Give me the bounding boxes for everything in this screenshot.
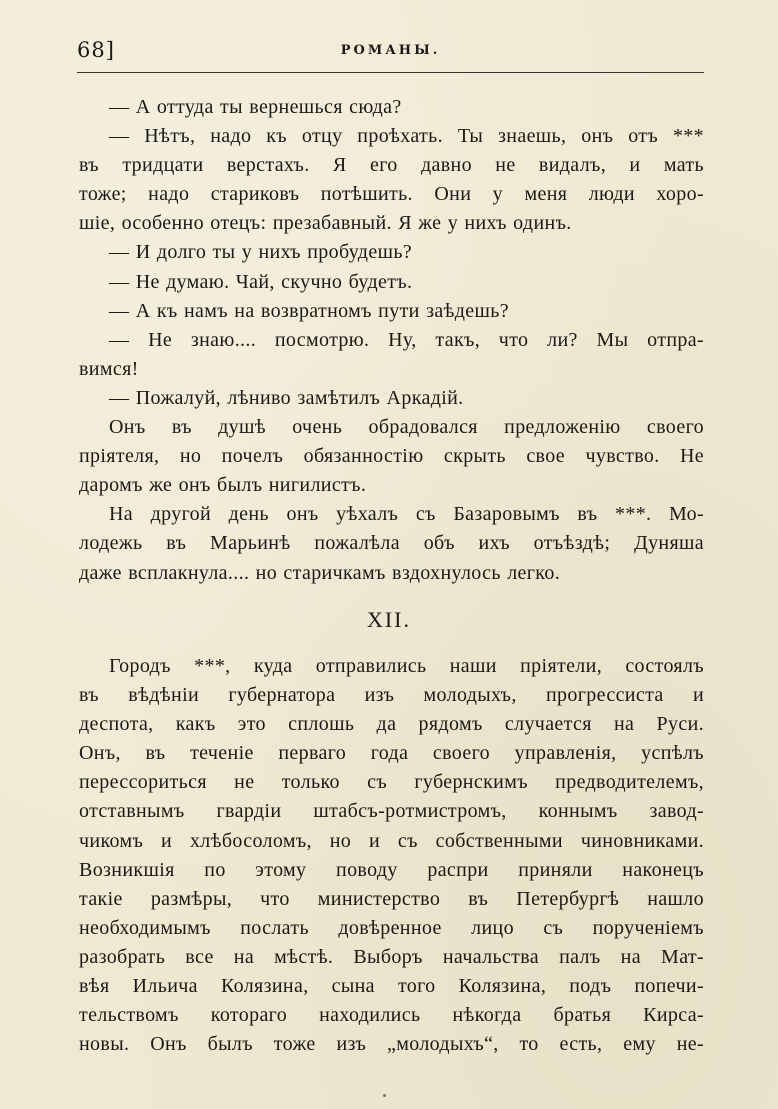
text-line: — А къ намъ на возвратномъ пути заѣдешь? [109, 299, 509, 322]
text-line: — А оттуда ты вернешься сюда? [109, 96, 402, 118]
paragraph [79, 238, 704, 267]
paragraph [79, 122, 704, 238]
text-line: вимся! [79, 357, 139, 380]
paragraph [79, 93, 704, 122]
text-line: — И долго ты у нихъ пробудешь? [109, 241, 413, 264]
text-line: шіе, особенно отецъ: презабавный. Я же у нихъ одинъ. [79, 212, 572, 235]
chapter-heading: XII. [366, 607, 412, 632]
text-line: — Не думаю. Чай, скучно будетъ. [109, 270, 413, 293]
text-line: Онъ въ душѣ очень обрадовался предложенію своего [109, 416, 704, 439]
text-line: въ тридцати верстахъ. Я его давно не видалъ, и мать [79, 154, 704, 177]
text-line: Возникшія по этому поводу распри приняли наконецъ [79, 858, 704, 881]
text-line: пріятеля, но почелъ обязанностію скрыть свое чувство. Не [79, 445, 704, 468]
text-line: вѣя Ильича Колязина, сына того Колязина, подъ попечи- [79, 975, 704, 998]
page-number: 68] [77, 38, 115, 62]
text-line: такіе размѣры, что министерство въ Петербургѣ нашло [79, 887, 704, 910]
text-line: даже всплакнула.... но старичкамъ вздохнулось легко. [79, 561, 561, 584]
text-line: даромъ же онъ былъ нигилистъ. [79, 474, 367, 497]
text-line: чикомъ и хлѣбосоломъ, но и съ собственными чиновниками. [79, 829, 704, 852]
running-title: РОМАНЫ. [340, 43, 441, 58]
text-line: На другой день онъ уѣхалъ съ Базаровымъ въ ***. Мо- [109, 503, 704, 526]
text-line: — Нѣтъ, надо къ отцу проѣхать. Ты знаешь, онъ отъ *** [109, 125, 704, 148]
text-line: перессориться не только съ губернскимъ предводителемъ, [79, 771, 704, 794]
text-before-chapter [79, 93, 704, 588]
text-line: тоже; надо стариковъ потѣшить. Они у меня люди хоро- [79, 183, 704, 206]
paragraph [79, 652, 704, 1059]
paragraph [79, 268, 704, 297]
text-line: разобрать все на мѣстѣ. Выборъ начальства палъ на Мат- [79, 945, 704, 968]
paragraph [79, 413, 704, 500]
text-line: — Пожалуй, лѣниво замѣтилъ Аркадій. [109, 386, 464, 409]
text-line: Городъ ***, куда отправились наши пріятели, состоялъ [109, 655, 704, 677]
text-line: Онъ, въ теченіе перваго года своего управленія, успѣлъ [79, 742, 704, 765]
text-line: отставнымъ гвардіи штабсъ-ротмистромъ, коннымъ завод- [79, 800, 704, 823]
text-line: деспота, какъ это сплошь да рядомъ случается на Руси. [79, 713, 704, 736]
paragraph [79, 326, 704, 384]
text-line: необходимымъ послать довѣренное лицо съ порученіемъ [79, 916, 704, 939]
paragraph [79, 297, 704, 326]
page-speck [383, 1094, 386, 1097]
header-rule [77, 72, 704, 73]
text-after-chapter [79, 652, 704, 1059]
paragraph [79, 500, 704, 587]
text-line: новы. Онъ былъ тоже изъ „молодыхъ“, то есть, ему не- [79, 1033, 704, 1056]
page-header [77, 38, 704, 72]
text-line: — Не знаю.... посмотрю. Ну, такъ, что ли? Мы отпра- [109, 328, 704, 351]
text-line: тельствомъ котораго находились нѣкогда братья Кирса- [79, 1004, 704, 1027]
text-line: лодежь въ Марьинѣ пожалѣла объ ихъ отъѣздѣ; Дуняша [79, 532, 704, 555]
text-line: въ вѣдѣніи губернатора изъ молодыхъ, прогрессиста и [79, 684, 704, 707]
paragraph [79, 384, 704, 413]
